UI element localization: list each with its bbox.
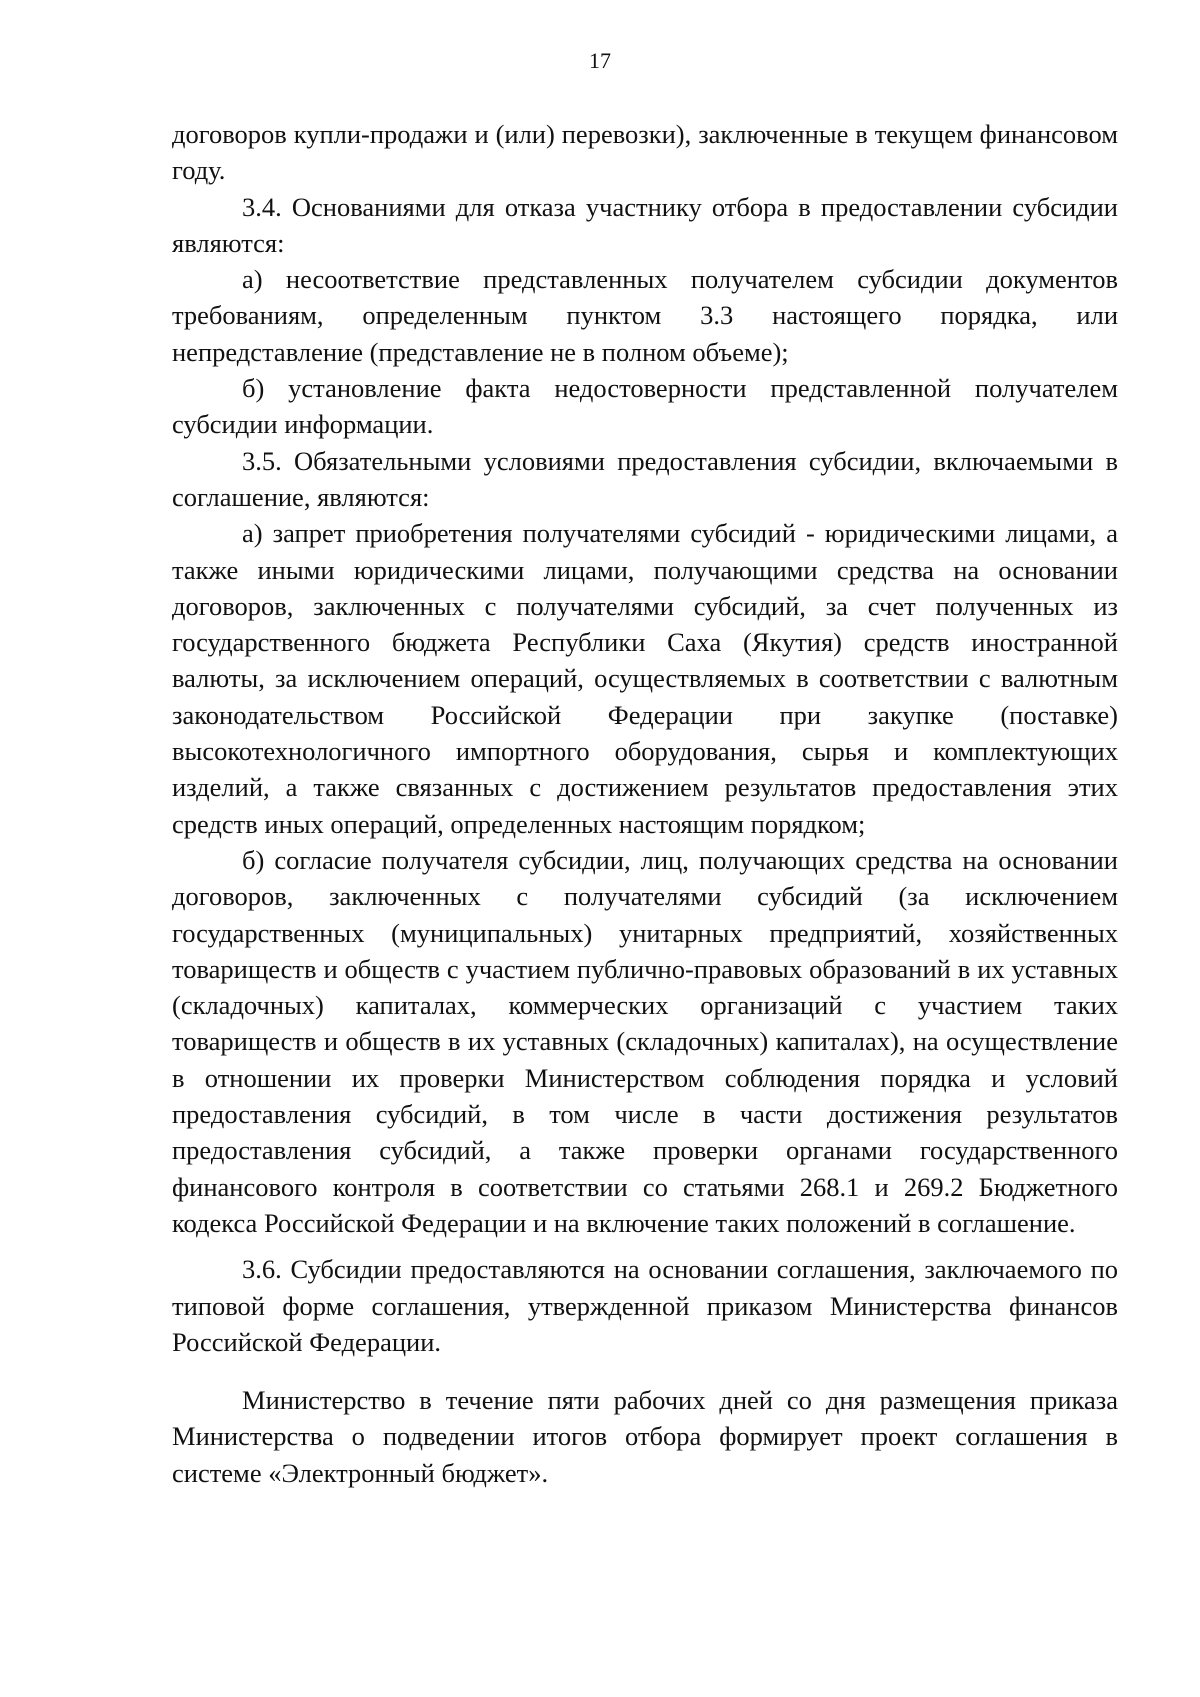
paragraph-ministry: Министерство в течение пяти рабочих дней со дня размещения приказа Министерства о подведении итогов отбора формирует проект соглашения в системе «Электронный бюджет». xyxy=(172,1385,1118,1488)
paragraph-3-6: 3.6. Субсидии предоставляются на основании соглашения, заключаемого по типовой форме соглашения, утвержденной приказом Министерства финансов Российской Федерации. xyxy=(172,1254,1118,1357)
paragraph-3-4-a: а) несоответствие представленных получателем субсидии документов требованиям, определенным пунктом 3.3 настоящего порядка, или непредставление (представление не в полном объеме); xyxy=(172,264,1118,367)
paragraph-3-4-b: б) установление факта недостоверности представленной получателем субсидии информации. xyxy=(172,373,1118,440)
paragraph-3-5-a: а) запрет приобретения получателями субсидий - юридическими лицами, а также иными юридическими лицами, получающими средства на основании договоров, заключенных с получателями субсидий, за счет полученных из государственного бюджета Республики Саха (Якутия) средств иностранной валюты, за исключением операций, осуществляемых в соответствии с валютным законодательством Российской Федерации при закупке (поставке) высокотехнологичного импортного оборудования, сырья и комплектующих изделий, а также связанных с достижением результатов предоставления этих средств иных операций, определенных настоящим порядком; xyxy=(172,518,1118,839)
paragraph-continuation: договоров купли-продажи и (или) перевозки), заключенные в текущем финансовом году. xyxy=(172,119,1118,186)
document-body xyxy=(172,116,1118,1491)
page-number: 17 xyxy=(589,48,611,73)
paragraph-3-4: 3.4. Основаниями для отказа участнику отбора в предоставлении субсидии являются: xyxy=(172,191,1118,258)
paragraph-3-5-b: б) согласие получателя субсидии, лиц, получающих средства на основании договоров, заключенных с получателями субсидий (за исключением государственных (муниципальных) унитарных предприятий, хозяйственных товариществ и обществ с участием публично-правовых образований в их уставных (складочных) капиталах, коммерческих организаций с участием таких товариществ и обществ в их уставных (складочных) капиталах), на осуществление в отношении их проверки Министерством соблюдения порядка и условий предоставления субсидий, в том числе в части достижения результатов предоставления субсидий, а также проверки органами государственного финансового контроля в соответствии со статьями 268.1 и 269.2 Бюджетного кодекса Российской Федерации и на включение таких положений в соглашение. xyxy=(172,844,1118,1238)
paragraph-3-5: 3.5. Обязательными условиями предоставления субсидии, включаемыми в соглашение, являются: xyxy=(172,445,1118,512)
